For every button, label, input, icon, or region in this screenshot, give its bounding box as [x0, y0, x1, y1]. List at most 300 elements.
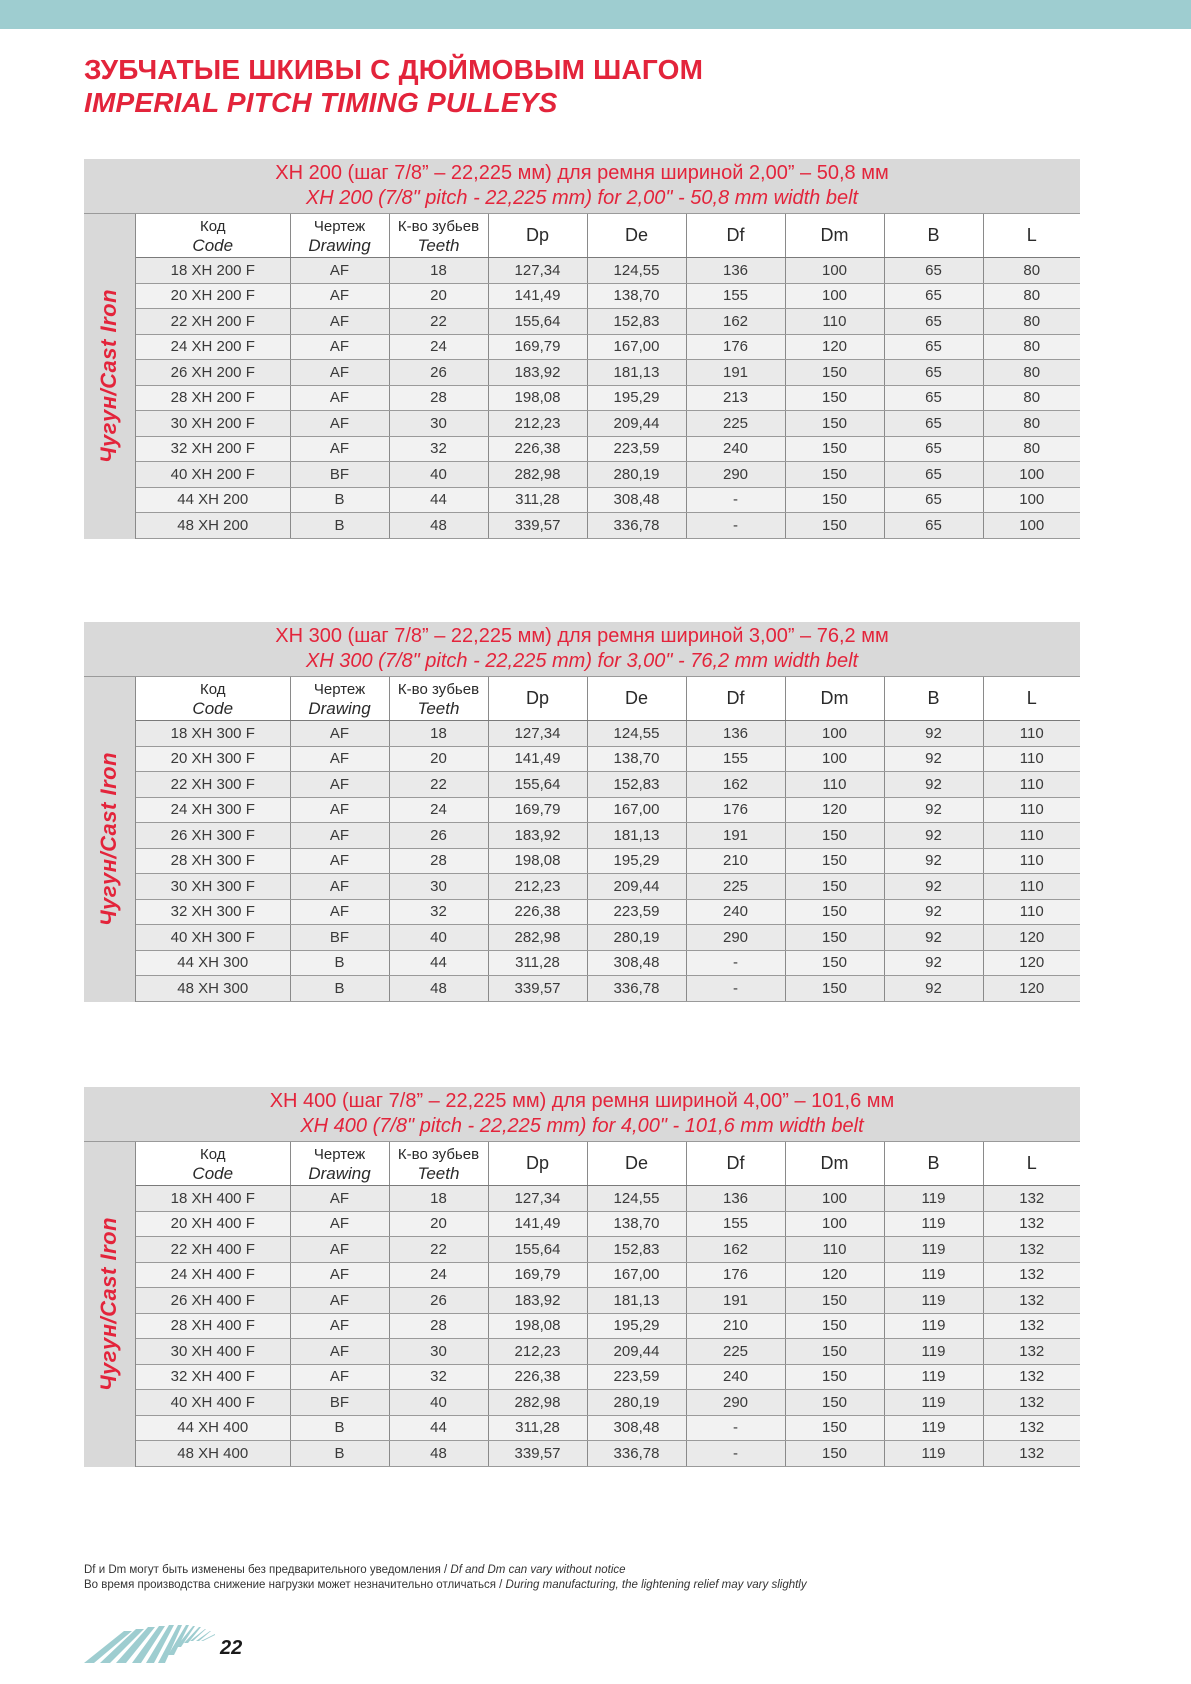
table-cell: 132: [983, 1211, 1080, 1237]
table-cell: 127,34: [488, 721, 587, 747]
table-cell: 169,79: [488, 1262, 587, 1288]
table-cell: 150: [785, 1364, 884, 1390]
table-cell: 150: [785, 1390, 884, 1416]
table-cell: 226,38: [488, 436, 587, 462]
table-row: [136, 1237, 1080, 1263]
col-header-dp: Dp: [488, 677, 587, 721]
table-row: [136, 848, 1080, 874]
table-cell: 26: [389, 360, 488, 386]
material-side-label: [84, 677, 136, 1002]
table-row: [136, 1441, 1080, 1467]
table-cell: 132: [983, 1441, 1080, 1467]
table-cell: 150: [785, 462, 884, 488]
table-cell: AF: [290, 1186, 389, 1212]
table-cell: 181,13: [587, 360, 686, 386]
table-cell: 100: [983, 513, 1080, 539]
table-cell: 30: [389, 874, 488, 900]
col-header-drawing: Чертеж Drawing: [290, 214, 389, 258]
table-cell: 150: [785, 360, 884, 386]
table-cell: 223,59: [587, 1364, 686, 1390]
table-row: [136, 976, 1080, 1002]
table-cell: 212,23: [488, 1339, 587, 1365]
table-cell: 18: [389, 721, 488, 747]
table-cell: 24 XH 400 F: [136, 1262, 290, 1288]
table-cell: 110: [785, 309, 884, 335]
footnote-1: [84, 1563, 807, 1578]
table-cell: AF: [290, 899, 389, 925]
table-cell: 40 XH 300 F: [136, 925, 290, 951]
table-cell: 40: [389, 462, 488, 488]
table-cell: 119: [884, 1441, 983, 1467]
table-cell: 119: [884, 1390, 983, 1416]
table-row: [136, 436, 1080, 462]
table-cell: 48: [389, 976, 488, 1002]
table-cell: 48: [389, 1441, 488, 1467]
table-cell: BF: [290, 1390, 389, 1416]
footnote-1-ru: Df и Dm могут быть изменены без предварительного уведомления /: [84, 1564, 451, 1576]
material-label-text: Чугун/Cast Iron: [96, 1217, 121, 1392]
table-cell: -: [686, 487, 785, 513]
table-cell: 138,70: [587, 746, 686, 772]
table-cell: 150: [785, 1313, 884, 1339]
table-cell: 65: [884, 283, 983, 309]
table-cell: 213: [686, 385, 785, 411]
table-cell: AF: [290, 385, 389, 411]
table-cell: 124,55: [587, 258, 686, 284]
table-cell: 141,49: [488, 283, 587, 309]
table-cell: 150: [785, 950, 884, 976]
table-cell: 65: [884, 411, 983, 437]
table-cell: 18 XH 300 F: [136, 721, 290, 747]
table-cell: 181,13: [587, 1288, 686, 1314]
table-cell: AF: [290, 874, 389, 900]
table-cell: 280,19: [587, 925, 686, 951]
table-cell: 141,49: [488, 746, 587, 772]
table-cell: 48: [389, 513, 488, 539]
table-header-row: [136, 214, 1080, 258]
table-cell: -: [686, 950, 785, 976]
table-cell: 209,44: [587, 1339, 686, 1365]
footnote-2-ru: Во время производства снижение нагрузки может незначительно отличаться /: [84, 1579, 506, 1591]
table-cell: 44: [389, 487, 488, 513]
table-cell: 32 XH 400 F: [136, 1364, 290, 1390]
table-cell: 110: [983, 848, 1080, 874]
page-title-ru: ЗУБЧАТЫЕ ШКИВЫ С ДЮЙМОВЫМ ШАГОМ: [84, 54, 704, 85]
table-cell: 119: [884, 1237, 983, 1263]
table-cell: 132: [983, 1288, 1080, 1314]
table-cell: 100: [785, 283, 884, 309]
table-row: [136, 925, 1080, 951]
table-cell: 24 XH 200 F: [136, 334, 290, 360]
table-heading-en: XH 300 (7/8" pitch - 22,225 mm) for 3,00" - 76,2 mm width belt: [305, 650, 859, 672]
table-row: [136, 1211, 1080, 1237]
table-cell: AF: [290, 1364, 389, 1390]
table-header-row: [136, 677, 1080, 721]
table-row: [136, 899, 1080, 925]
table-cell: 152,83: [587, 772, 686, 798]
table-cell: 225: [686, 1339, 785, 1365]
table-cell: -: [686, 513, 785, 539]
col-header-drawing: Чертеж Drawing: [290, 1142, 389, 1186]
table-cell: 92: [884, 746, 983, 772]
table-cell: 32: [389, 436, 488, 462]
table-cell: 92: [884, 925, 983, 951]
table-cell: 167,00: [587, 1262, 686, 1288]
table-cell: 65: [884, 513, 983, 539]
table-cell: 30: [389, 411, 488, 437]
table-cell: 28: [389, 848, 488, 874]
table-cell: 240: [686, 436, 785, 462]
table-cell: 92: [884, 976, 983, 1002]
col-header-df: Df: [686, 214, 785, 258]
table-cell: 150: [785, 899, 884, 925]
table-cell: 150: [785, 848, 884, 874]
table-cell: 138,70: [587, 283, 686, 309]
table-cell: 308,48: [587, 1415, 686, 1441]
table-cell: AF: [290, 772, 389, 798]
table-cell: 20 XH 200 F: [136, 283, 290, 309]
col-header-dp: Dp: [488, 214, 587, 258]
col-header-de: De: [587, 1142, 686, 1186]
table-cell: 120: [983, 976, 1080, 1002]
table-cell: 110: [983, 746, 1080, 772]
table-cell: 223,59: [587, 436, 686, 462]
table-row: [136, 1415, 1080, 1441]
table-cell: 120: [785, 1262, 884, 1288]
table-cell: B: [290, 487, 389, 513]
col-header-teeth: К-во зубьев Teeth: [389, 1142, 488, 1186]
col-header-code: Код Code: [136, 677, 290, 721]
table-cell: 162: [686, 1237, 785, 1263]
table-cell: 167,00: [587, 334, 686, 360]
table-cell: 18: [389, 1186, 488, 1212]
table-cell: AF: [290, 309, 389, 335]
table-cell: 65: [884, 258, 983, 284]
table-cell: 155: [686, 283, 785, 309]
col-header-b: B: [884, 677, 983, 721]
table-cell: 169,79: [488, 797, 587, 823]
table-row: [136, 797, 1080, 823]
table-cell: 339,57: [488, 1441, 587, 1467]
table-cell: 132: [983, 1415, 1080, 1441]
table-cell: 32 XH 300 F: [136, 899, 290, 925]
table-cell: 30 XH 200 F: [136, 411, 290, 437]
table-cell: 110: [983, 899, 1080, 925]
table-cell: 209,44: [587, 411, 686, 437]
table-header-row: [136, 1142, 1080, 1186]
table-cell: 48 XH 300: [136, 976, 290, 1002]
table-cell: 290: [686, 925, 785, 951]
table-cell: 28 XH 300 F: [136, 848, 290, 874]
table-cell: 282,98: [488, 925, 587, 951]
table-cell: 198,08: [488, 1313, 587, 1339]
table-cell: 40 XH 200 F: [136, 462, 290, 488]
table-cell: 44: [389, 1415, 488, 1441]
table-cell: 150: [785, 823, 884, 849]
table-cell: 280,19: [587, 1390, 686, 1416]
pulley-table-block: [84, 1087, 1080, 1467]
table-row: [136, 487, 1080, 513]
table-cell: B: [290, 513, 389, 539]
table-cell: 110: [983, 823, 1080, 849]
table-cell: 181,13: [587, 823, 686, 849]
footnotes: [84, 1563, 807, 1593]
col-header-dm: Dm: [785, 214, 884, 258]
table-cell: 119: [884, 1186, 983, 1212]
table-cell: 290: [686, 1390, 785, 1416]
table-cell: 20 XH 400 F: [136, 1211, 290, 1237]
table-cell: 308,48: [587, 487, 686, 513]
table-cell: 240: [686, 899, 785, 925]
table-row: [136, 721, 1080, 747]
table-cell: 336,78: [587, 1441, 686, 1467]
table-cell: 183,92: [488, 360, 587, 386]
table-row: [136, 360, 1080, 386]
table-cell: AF: [290, 848, 389, 874]
table-row: [136, 746, 1080, 772]
table-cell: 191: [686, 823, 785, 849]
table-cell: 100: [785, 1186, 884, 1212]
table-row: [136, 1364, 1080, 1390]
table-cell: BF: [290, 925, 389, 951]
table-cell: 22: [389, 772, 488, 798]
table-cell: BF: [290, 462, 389, 488]
material-label-text: Чугун/Cast Iron: [96, 752, 121, 927]
col-header-df: Df: [686, 677, 785, 721]
table-cell: 26 XH 200 F: [136, 360, 290, 386]
col-header-dm: Dm: [785, 677, 884, 721]
table-cell: 100: [983, 462, 1080, 488]
table-cell: AF: [290, 360, 389, 386]
table-cell: 138,70: [587, 1211, 686, 1237]
table-cell: 26: [389, 823, 488, 849]
table-cell: -: [686, 1441, 785, 1467]
table-cell: 155: [686, 1211, 785, 1237]
table-cell: 150: [785, 385, 884, 411]
table-cell: 119: [884, 1313, 983, 1339]
table-cell: 28: [389, 385, 488, 411]
footnote-1-en: Df and Dm can vary without notice: [450, 1564, 626, 1576]
table-row: [136, 513, 1080, 539]
table-cell: 195,29: [587, 385, 686, 411]
table-heading: [84, 622, 1080, 677]
table-cell: 120: [983, 925, 1080, 951]
table-cell: 22: [389, 309, 488, 335]
col-header-dp: Dp: [488, 1142, 587, 1186]
table-cell: 141,49: [488, 1211, 587, 1237]
table-cell: 65: [884, 309, 983, 335]
table-cell: 150: [785, 487, 884, 513]
pulley-table-block: [84, 622, 1080, 1002]
table-row: [136, 1262, 1080, 1288]
table-cell: 30 XH 400 F: [136, 1339, 290, 1365]
table-cell: 282,98: [488, 462, 587, 488]
table-cell: 80: [983, 283, 1080, 309]
table-cell: 132: [983, 1186, 1080, 1212]
table-cell: B: [290, 1415, 389, 1441]
table-cell: 240: [686, 1364, 785, 1390]
table-cell: 311,28: [488, 950, 587, 976]
table-row: [136, 462, 1080, 488]
table-cell: 92: [884, 874, 983, 900]
table-cell: 110: [785, 1237, 884, 1263]
table-cell: 336,78: [587, 513, 686, 539]
table-cell: 30 XH 300 F: [136, 874, 290, 900]
col-header-code: Код Code: [136, 214, 290, 258]
table-cell: 65: [884, 436, 983, 462]
table-cell: 28: [389, 1313, 488, 1339]
table-cell: 24: [389, 334, 488, 360]
material-side-label: [84, 214, 136, 539]
table-cell: 48 XH 400: [136, 1441, 290, 1467]
table-cell: 223,59: [587, 899, 686, 925]
table-cell: 169,79: [488, 334, 587, 360]
table-cell: 40 XH 400 F: [136, 1390, 290, 1416]
table-row: [136, 823, 1080, 849]
table-cell: 110: [983, 772, 1080, 798]
table-cell: 92: [884, 950, 983, 976]
footnote-2: [84, 1578, 807, 1593]
table-cell: 48 XH 200: [136, 513, 290, 539]
table-cell: 100: [785, 1211, 884, 1237]
table-cell: B: [290, 950, 389, 976]
table-cell: 30: [389, 1339, 488, 1365]
material-label-text: Чугун/Cast Iron: [96, 289, 121, 464]
table-cell: 150: [785, 411, 884, 437]
table-row: [136, 309, 1080, 335]
table-cell: 40: [389, 925, 488, 951]
table-cell: 100: [785, 746, 884, 772]
table-row: [136, 334, 1080, 360]
table-cell: 120: [785, 334, 884, 360]
table-row: [136, 1339, 1080, 1365]
table-cell: 136: [686, 721, 785, 747]
table-cell: 20 XH 300 F: [136, 746, 290, 772]
table-cell: 100: [785, 721, 884, 747]
table-cell: 226,38: [488, 1364, 587, 1390]
table-cell: 110: [983, 797, 1080, 823]
table-cell: 150: [785, 436, 884, 462]
col-header-l: L: [983, 677, 1080, 721]
table-row: [136, 874, 1080, 900]
pulley-table: [136, 677, 1080, 1002]
table-cell: 225: [686, 411, 785, 437]
table-cell: 162: [686, 309, 785, 335]
col-header-l: L: [983, 214, 1080, 258]
table-cell: 80: [983, 258, 1080, 284]
table-row: [136, 258, 1080, 284]
table-cell: 280,19: [587, 462, 686, 488]
table-cell: 124,55: [587, 1186, 686, 1212]
table-row: [136, 1288, 1080, 1314]
table-cell: 150: [785, 1441, 884, 1467]
table-cell: 290: [686, 462, 785, 488]
table-cell: 210: [686, 1313, 785, 1339]
table-cell: AF: [290, 258, 389, 284]
table-cell: 18: [389, 258, 488, 284]
table-cell: 40: [389, 1390, 488, 1416]
table-cell: 191: [686, 360, 785, 386]
table-cell: 183,92: [488, 1288, 587, 1314]
table-cell: 80: [983, 436, 1080, 462]
table-cell: 132: [983, 1364, 1080, 1390]
table-cell: AF: [290, 1339, 389, 1365]
table-heading: [84, 1087, 1080, 1142]
table-cell: AF: [290, 1262, 389, 1288]
table-cell: 44: [389, 950, 488, 976]
table-cell: 65: [884, 462, 983, 488]
table-cell: 119: [884, 1364, 983, 1390]
table-cell: 22 XH 400 F: [136, 1237, 290, 1263]
table-row: [136, 283, 1080, 309]
col-header-dm: Dm: [785, 1142, 884, 1186]
table-cell: 282,98: [488, 1390, 587, 1416]
table-cell: 119: [884, 1262, 983, 1288]
table-cell: AF: [290, 823, 389, 849]
table-cell: 44 XH 300: [136, 950, 290, 976]
table-cell: 20: [389, 283, 488, 309]
top-color-band: [0, 0, 1191, 29]
table-cell: 22 XH 200 F: [136, 309, 290, 335]
table-cell: 120: [983, 950, 1080, 976]
table-heading-en: XH 400 (7/8" pitch - 22,225 mm) for 4,00" - 101,6 mm width belt: [300, 1115, 864, 1137]
table-cell: AF: [290, 1288, 389, 1314]
table-cell: AF: [290, 283, 389, 309]
table-cell: 124,55: [587, 721, 686, 747]
table-cell: 119: [884, 1415, 983, 1441]
table-cell: 92: [884, 797, 983, 823]
table-cell: 150: [785, 513, 884, 539]
table-cell: 167,00: [587, 797, 686, 823]
table-heading: [84, 159, 1080, 214]
table-cell: 110: [785, 772, 884, 798]
col-header-drawing: Чертеж Drawing: [290, 677, 389, 721]
table-cell: 26 XH 400 F: [136, 1288, 290, 1314]
table-cell: 44 XH 200: [136, 487, 290, 513]
table-cell: 110: [983, 874, 1080, 900]
table-cell: 28 XH 200 F: [136, 385, 290, 411]
table-cell: 136: [686, 258, 785, 284]
table-cell: B: [290, 976, 389, 1002]
table-cell: 24: [389, 1262, 488, 1288]
table-cell: 210: [686, 848, 785, 874]
table-cell: 132: [983, 1237, 1080, 1263]
table-row: [136, 1186, 1080, 1212]
col-header-de: De: [587, 677, 686, 721]
table-cell: 226,38: [488, 899, 587, 925]
table-cell: 209,44: [587, 874, 686, 900]
table-cell: 28 XH 400 F: [136, 1313, 290, 1339]
col-header-df: Df: [686, 1142, 785, 1186]
table-cell: 120: [785, 797, 884, 823]
table-cell: AF: [290, 721, 389, 747]
table-cell: 20: [389, 1211, 488, 1237]
col-header-code: Код Code: [136, 1142, 290, 1186]
table-cell: AF: [290, 1313, 389, 1339]
col-header-b: B: [884, 214, 983, 258]
table-cell: 136: [686, 1186, 785, 1212]
table-cell: 155,64: [488, 309, 587, 335]
pulley-table: [136, 214, 1080, 539]
table-cell: B: [290, 1441, 389, 1467]
table-cell: 20: [389, 746, 488, 772]
table-cell: 152,83: [587, 309, 686, 335]
col-header-b: B: [884, 1142, 983, 1186]
table-cell: 22: [389, 1237, 488, 1263]
footnote-2-en: During manufacturing, the lightening relief may vary slightly: [505, 1579, 807, 1591]
table-cell: 100: [983, 487, 1080, 513]
table-cell: 183,92: [488, 823, 587, 849]
